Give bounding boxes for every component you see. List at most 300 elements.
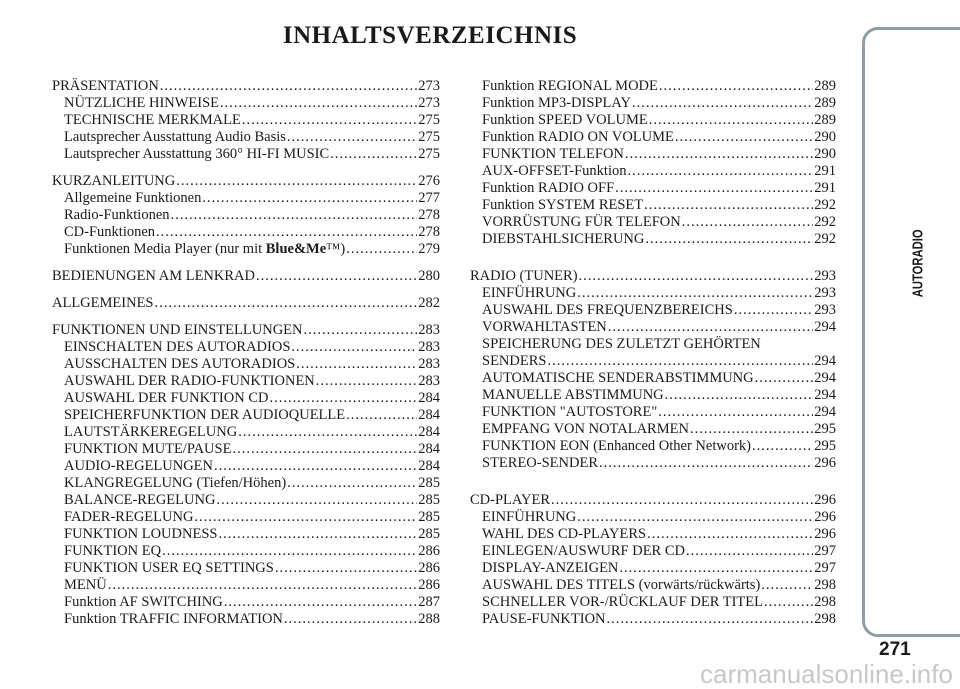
toc-entry-title — [64, 407, 345, 424]
dot-leader — [577, 509, 813, 526]
toc-entry-title — [482, 543, 685, 560]
toc-page-number: 297 — [814, 560, 836, 576]
toc-entry[interactable] — [470, 594, 836, 611]
dot-leader — [619, 560, 813, 577]
toc-page-number: 283 — [418, 339, 440, 355]
toc-entry[interactable] — [470, 214, 836, 231]
toc-page-number: 288 — [418, 611, 440, 627]
toc-entry[interactable] — [52, 594, 440, 611]
dot-leader — [238, 424, 417, 441]
dot-leader — [218, 526, 417, 543]
toc-section — [470, 78, 836, 248]
dot-leader — [551, 492, 813, 509]
toc-entry[interactable] — [470, 163, 836, 180]
dot-leader — [607, 611, 814, 628]
toc-page-number: 292 — [814, 231, 836, 247]
toc-entry[interactable] — [470, 560, 836, 577]
toc-entry-text: AUSWAHL DES FREQUENZBEREICHS — [482, 302, 733, 318]
toc-entry-text: Funktion RADIO ON VOLUME — [482, 129, 674, 145]
toc-entry[interactable] — [470, 438, 836, 455]
toc-page-number: 286 — [418, 560, 440, 576]
toc-page-number: 273 — [418, 78, 440, 94]
dot-leader — [108, 577, 418, 594]
section-tab — [862, 27, 960, 637]
toc-column-right — [470, 78, 836, 648]
toc-entry[interactable] — [470, 129, 836, 146]
toc-entry-text: TECHNISCHE MERKMALE — [64, 112, 241, 128]
dot-leader — [577, 285, 813, 302]
dot-leader — [330, 146, 417, 163]
toc-section — [52, 268, 440, 285]
toc-entry[interactable] — [52, 441, 440, 458]
dot-leader — [287, 475, 417, 492]
toc-section — [52, 322, 440, 628]
dot-leader — [647, 526, 813, 543]
toc-page-number: 273 — [418, 95, 440, 111]
toc-entry-title — [64, 543, 161, 560]
toc-entry-title — [470, 492, 550, 509]
toc-entry-text: SCHNELLER VOR-/RÜCKLAUF DER TITEL — [482, 594, 764, 610]
toc-entry-title — [482, 214, 681, 231]
toc-page-number: 275 — [418, 112, 440, 128]
toc-page-number: 284 — [418, 390, 440, 406]
toc-entry-title — [64, 577, 107, 594]
toc-entry-title — [482, 112, 648, 129]
toc-page-number: 284 — [418, 407, 440, 423]
toc-entry-title — [482, 594, 763, 611]
toc-entry-title — [482, 95, 631, 112]
dot-leader — [665, 387, 814, 404]
toc-entry-title — [64, 129, 286, 146]
toc-entry-text: Lautsprecher Ausstattung 360° HI-FI MUSIC — [64, 146, 330, 162]
toc-section — [470, 492, 836, 628]
toc-page-number: 286 — [418, 543, 440, 559]
toc-entry-title — [482, 421, 689, 438]
toc-entry[interactable] — [52, 577, 440, 594]
toc-entry[interactable] — [470, 336, 836, 353]
toc-entry-text: EINSCHALTEN DES AUTORADIOS — [64, 339, 291, 355]
toc-entry-title — [64, 594, 223, 611]
toc-entry-title — [482, 231, 644, 248]
page-number: 271 — [879, 639, 911, 660]
dot-leader — [608, 319, 813, 336]
toc-entry[interactable] — [470, 611, 836, 628]
dot-leader — [675, 129, 813, 146]
toc-entry-text: Lautsprecher Ausstattung Audio Basis — [64, 129, 286, 145]
toc-entry[interactable] — [470, 370, 836, 387]
toc-entry[interactable] — [52, 95, 440, 112]
dot-leader — [256, 268, 417, 285]
toc-entry-text: FUNKTION USER EQ SETTINGS — [64, 560, 274, 576]
toc-page-number: 296 — [814, 509, 836, 525]
toc-page-number: 277 — [418, 190, 440, 206]
toc-entry-text: FUNKTION EON (Enhanced Other Network) — [482, 438, 751, 454]
toc-entry-title — [64, 207, 170, 224]
toc-page-number: 286 — [418, 577, 440, 593]
toc-page-number: 283 — [418, 356, 440, 372]
dot-leader — [224, 594, 418, 611]
toc-entry[interactable] — [470, 146, 836, 163]
toc-entry[interactable] — [470, 577, 836, 594]
toc-entry-text: Allgemeine Funktionen — [64, 190, 202, 206]
toc-entry-title — [64, 492, 215, 509]
toc-section — [52, 78, 440, 163]
toc-entry-text: DIEBSTAHLSICHERUNG — [482, 231, 645, 247]
toc-page-number: 298 — [814, 577, 836, 593]
toc-entry-title — [52, 295, 154, 312]
toc-entry-title — [482, 180, 614, 197]
toc-entry-text: PRÄSENTATION — [52, 78, 159, 94]
toc-page-number: 294 — [814, 370, 836, 386]
toc-entry-text: FUNKTION TELEFON — [482, 146, 624, 162]
toc-heading[interactable] — [52, 173, 440, 190]
toc-section — [52, 173, 440, 258]
toc-entry-text: Funktion SYSTEM RESET — [482, 197, 644, 213]
toc-entry-text: FUNKTIONEN UND EINSTELLUNGEN — [52, 322, 303, 338]
toc-entry[interactable] — [52, 129, 440, 146]
toc-entry-title — [482, 78, 658, 95]
toc-entry-text: LAUTSTÄRKEREGELUNG — [64, 424, 238, 440]
toc-entry-text: FUNKTION "AUTOSTORE" — [482, 404, 658, 420]
toc-page-number: 287 — [418, 594, 440, 610]
toc-entry[interactable] — [52, 407, 440, 424]
toc-entry-text: KURZANLEITUNG — [52, 173, 176, 189]
toc-entry-text: EINFÜHRUNG — [482, 285, 577, 301]
toc-entry-text: KLANGREGELUNG (Tiefen/Höhen) — [64, 475, 287, 491]
toc-entry-text: SPEICHERUNG DES ZULETZT GEHÖRTEN — [482, 336, 761, 352]
toc-entry-text: VORWAHLTASTEN — [482, 319, 607, 335]
toc-entry-title — [482, 302, 733, 319]
toc-page-number: 293 — [814, 302, 836, 318]
dot-leader — [628, 163, 814, 180]
toc-page-number: 278 — [418, 207, 440, 223]
dot-leader — [645, 231, 813, 248]
toc-page-number: 296 — [814, 526, 836, 542]
toc-entry-title — [64, 526, 217, 543]
toc-entry[interactable] — [52, 356, 440, 373]
toc-entry-title — [482, 336, 761, 353]
toc-entry[interactable] — [52, 543, 440, 560]
toc-entry-title — [482, 526, 646, 543]
toc-page-number: 285 — [418, 526, 440, 542]
toc-heading[interactable] — [470, 268, 836, 285]
toc-entry-text: VORRÜSTUNG FÜR TELEFON — [482, 214, 681, 230]
dot-leader — [275, 560, 417, 577]
toc-entry[interactable] — [470, 112, 836, 129]
dot-leader — [242, 112, 417, 129]
dot-leader — [752, 438, 813, 455]
toc-entry-title — [482, 129, 674, 146]
toc-entry-text: NÜTZLICHE HINWEISE — [64, 95, 220, 111]
toc-entry-title — [482, 509, 576, 526]
toc-entry-text: Funktion REGIONAL MODE — [482, 78, 658, 94]
toc-page-number: 292 — [814, 197, 836, 213]
toc-entry-text: MENÜ — [64, 577, 107, 593]
toc-entry-text: Radio-Funktionen — [64, 207, 170, 223]
dot-leader — [232, 441, 417, 458]
section-tab-label: AUTORADIO — [909, 229, 927, 298]
dot-leader — [615, 180, 813, 197]
toc-entry[interactable] — [470, 285, 836, 302]
toc-entry-text: Funktion RADIO OFF — [482, 180, 615, 196]
dot-leader — [160, 78, 417, 95]
toc-heading[interactable] — [52, 78, 440, 95]
dot-leader — [156, 224, 417, 241]
toc-page-number: 285 — [418, 475, 440, 491]
toc-page-number: 282 — [418, 295, 440, 311]
toc-entry-title — [482, 370, 754, 387]
watermark: carmanualsonline.info — [700, 659, 953, 689]
toc-entry[interactable] — [52, 458, 440, 475]
dot-leader — [304, 322, 418, 339]
toc-entry-title — [64, 241, 345, 258]
toc-entry-title — [482, 197, 643, 214]
toc-entry-title — [64, 475, 286, 492]
dot-leader — [176, 173, 417, 190]
toc-entry-title — [52, 268, 255, 285]
toc-entry[interactable] — [470, 180, 836, 197]
toc-page-number: 289 — [814, 78, 836, 94]
toc-page-number: 289 — [814, 95, 836, 111]
toc-entry-title — [64, 509, 193, 526]
toc-entry-text: AUX-OFFSET-Funktion — [482, 163, 627, 179]
toc-entry-title — [482, 146, 624, 163]
toc-entry-title — [52, 78, 159, 95]
toc-entry-text-suffix: ™) — [326, 241, 346, 257]
toc-page-number: 275 — [418, 146, 440, 162]
toc-page-number: 294 — [814, 319, 836, 335]
toc-entry-text: AUDIO-REGELUNGEN — [64, 458, 214, 474]
toc-entry[interactable] — [52, 526, 440, 543]
toc-entry[interactable] — [470, 421, 836, 438]
page-title: INHALTSVERZEICHNIS — [282, 22, 578, 49]
toc-heading[interactable] — [52, 295, 440, 312]
toc-entry-title — [482, 319, 607, 336]
toc-entry-title — [482, 611, 606, 628]
toc-entry-text: Funktion TRAFFIC INFORMATION — [64, 611, 283, 627]
toc-entry-title — [482, 577, 760, 594]
toc-heading[interactable] — [52, 322, 440, 339]
toc-entry-title — [64, 356, 295, 373]
toc-page-number: 275 — [418, 129, 440, 145]
toc-column-left — [52, 78, 440, 638]
toc-entry-title — [64, 441, 231, 458]
toc-entry-text: PAUSE-FUNKTION — [482, 611, 606, 627]
toc-entry-title — [64, 224, 155, 241]
toc-entry[interactable] — [470, 197, 836, 214]
dot-leader — [284, 611, 417, 628]
toc-entry[interactable] — [52, 241, 440, 258]
toc-entry[interactable] — [52, 207, 440, 224]
toc-entry-text: FUNKTION MUTE/PAUSE — [64, 441, 232, 457]
toc-entry-text: FUNKTION LOUDNESS — [64, 526, 218, 542]
toc-entry-title — [482, 455, 598, 472]
toc-entry-text: RADIO (TUNER) — [470, 268, 578, 284]
toc-entry[interactable] — [470, 78, 836, 95]
toc-entry-text: CD-PLAYER — [470, 492, 551, 508]
toc-entry[interactable] — [52, 146, 440, 163]
toc-page-number: 284 — [418, 424, 440, 440]
toc-entry-text: EINFÜHRUNG — [482, 509, 577, 525]
toc-page-number: 292 — [814, 214, 836, 230]
toc-entry-text: SENDERS — [482, 353, 547, 369]
toc-page-number: 279 — [418, 241, 440, 257]
toc-entry-text: BEDIENUNGEN AM LENKRAD — [52, 268, 255, 284]
toc-page-number: 294 — [814, 404, 836, 420]
toc-entry[interactable] — [52, 509, 440, 526]
dot-leader — [658, 404, 813, 421]
toc-entry-text: FUNKTION EQ — [64, 543, 162, 559]
toc-entry-text: AUSWAHL DER RADIO-FUNKTIONEN — [64, 373, 315, 389]
toc-entry-text: Funktion SPEED VOLUME — [482, 112, 648, 128]
toc-entry-text: ALLGEMEINES — [52, 295, 154, 311]
toc-entry-text: Funktionen Media Player (nur mit — [64, 241, 266, 257]
dot-leader — [171, 207, 418, 224]
dot-leader — [579, 268, 814, 285]
toc-entry-text: EMPFANG VON NOTALARMEN — [482, 421, 689, 437]
dot-leader — [194, 509, 417, 526]
toc-page-number: 285 — [418, 492, 440, 508]
dot-leader — [220, 95, 417, 112]
toc-page-number: 285 — [418, 509, 440, 525]
dot-leader — [686, 543, 813, 560]
toc-entry-text: EINLEGEN/AUSWURF DER CD — [482, 543, 685, 559]
toc-entry-text: WAHL DES CD-PLAYERS — [482, 526, 647, 542]
toc-entry[interactable] — [470, 231, 836, 248]
dot-leader — [346, 241, 417, 258]
toc-entry-text: Funktion AF SWITCHING — [64, 594, 223, 610]
dot-leader — [547, 353, 813, 370]
toc-entry[interactable] — [52, 112, 440, 129]
toc-entry[interactable] — [52, 390, 440, 407]
toc-page-number: 298 — [814, 594, 836, 610]
toc-entry-title — [52, 322, 303, 339]
toc-entry[interactable] — [470, 526, 836, 543]
toc-page-number: 278 — [418, 224, 440, 240]
dot-leader — [346, 407, 417, 424]
toc-page-number: 284 — [418, 441, 440, 457]
toc-entry-text: CD-Funktionen — [64, 224, 156, 240]
toc-page-number: 293 — [814, 285, 836, 301]
toc-entry[interactable] — [52, 339, 440, 356]
dot-leader — [659, 78, 813, 95]
toc-entry-text: STEREO-SENDER — [482, 455, 598, 471]
toc-page-number: 284 — [418, 458, 440, 474]
toc-entry-text: Funktion MP3-DISPLAY — [482, 95, 631, 111]
toc-entry-text: BALANCE-REGELUNG — [64, 492, 216, 508]
toc-entry[interactable] — [52, 224, 440, 241]
toc-entry-title — [482, 285, 576, 302]
toc-page-number: 295 — [814, 421, 836, 437]
toc-entry-title — [64, 611, 283, 628]
toc-entry[interactable] — [52, 560, 440, 577]
toc-page-number: 293 — [814, 268, 836, 284]
toc-entry[interactable] — [52, 373, 440, 390]
dot-leader — [734, 302, 813, 319]
dot-leader — [155, 295, 418, 312]
toc-page-number: 290 — [814, 129, 836, 145]
toc-entry-text: AUSWAHL DER FUNKTION CD — [64, 390, 269, 406]
toc-heading[interactable] — [52, 268, 440, 285]
toc-entry-title — [64, 190, 201, 207]
toc-entry-title — [64, 95, 219, 112]
toc-entry[interactable] — [470, 353, 836, 370]
dot-leader — [269, 390, 417, 407]
toc-entry[interactable] — [470, 302, 836, 319]
dot-leader — [632, 95, 813, 112]
toc-page-number: 294 — [814, 353, 836, 369]
dot-leader — [162, 543, 417, 560]
toc-page-number: 283 — [418, 373, 440, 389]
dot-leader — [764, 594, 813, 611]
toc-entry-text: FADER-REGELUNG — [64, 509, 194, 525]
toc-entry[interactable] — [470, 455, 836, 472]
dot-leader — [214, 458, 417, 475]
toc-entry-title — [64, 560, 274, 577]
toc-entry-title — [64, 373, 315, 390]
toc-entry[interactable] — [470, 95, 836, 112]
toc-page-number: 289 — [814, 112, 836, 128]
toc-page-number: 297 — [814, 543, 836, 559]
dot-leader — [291, 339, 417, 356]
toc-entry-brand: Blue&Me — [265, 241, 327, 257]
toc-entry[interactable] — [470, 543, 836, 560]
dot-leader — [287, 129, 417, 146]
toc-page-number: 290 — [814, 146, 836, 162]
dot-leader — [599, 455, 813, 472]
toc-entry-title — [470, 268, 578, 285]
dot-leader — [296, 356, 417, 373]
toc-entry[interactable] — [52, 424, 440, 441]
toc-entry-title — [64, 339, 290, 356]
toc-entry-title — [482, 438, 751, 455]
dot-leader — [202, 190, 417, 207]
toc-entry-text: DISPLAY-ANZEIGEN — [482, 560, 619, 576]
toc-page-number: 283 — [418, 322, 440, 338]
dot-leader — [649, 112, 814, 129]
toc-entry[interactable] — [52, 492, 440, 509]
toc-entry-title — [64, 390, 268, 407]
dot-leader — [316, 373, 417, 390]
toc-entry-text: AUSWAHL DES TITELS (vorwärts/rückwärts) — [482, 577, 761, 593]
toc-heading[interactable] — [470, 492, 836, 509]
dot-leader — [216, 492, 417, 509]
toc-entry[interactable] — [470, 387, 836, 404]
toc-page-number: 295 — [814, 438, 836, 454]
dot-leader — [755, 370, 814, 387]
dot-leader — [625, 146, 813, 163]
toc-entry-title — [482, 387, 664, 404]
dot-leader — [761, 577, 813, 594]
toc-page-number: 296 — [814, 492, 836, 508]
toc-page-number: 291 — [814, 163, 836, 179]
toc-entry[interactable] — [52, 190, 440, 207]
toc-page-number: 280 — [418, 268, 440, 284]
toc-entry[interactable] — [52, 611, 440, 628]
toc-entry-title — [482, 404, 657, 421]
toc-entry-text: AUSSCHALTEN DES AUTORADIOS — [64, 356, 296, 372]
dot-leader — [682, 214, 814, 231]
dot-leader — [644, 197, 813, 214]
toc-section — [470, 268, 836, 472]
toc-entry[interactable] — [52, 475, 440, 492]
toc-entry[interactable] — [470, 509, 836, 526]
toc-page-number: 296 — [814, 455, 836, 471]
toc-entry[interactable] — [470, 319, 836, 336]
toc-entry-text: AUTOMATISCHE SENDERABSTIMMUNG — [482, 370, 754, 386]
toc-entry[interactable] — [470, 404, 836, 421]
toc-section — [52, 295, 440, 312]
